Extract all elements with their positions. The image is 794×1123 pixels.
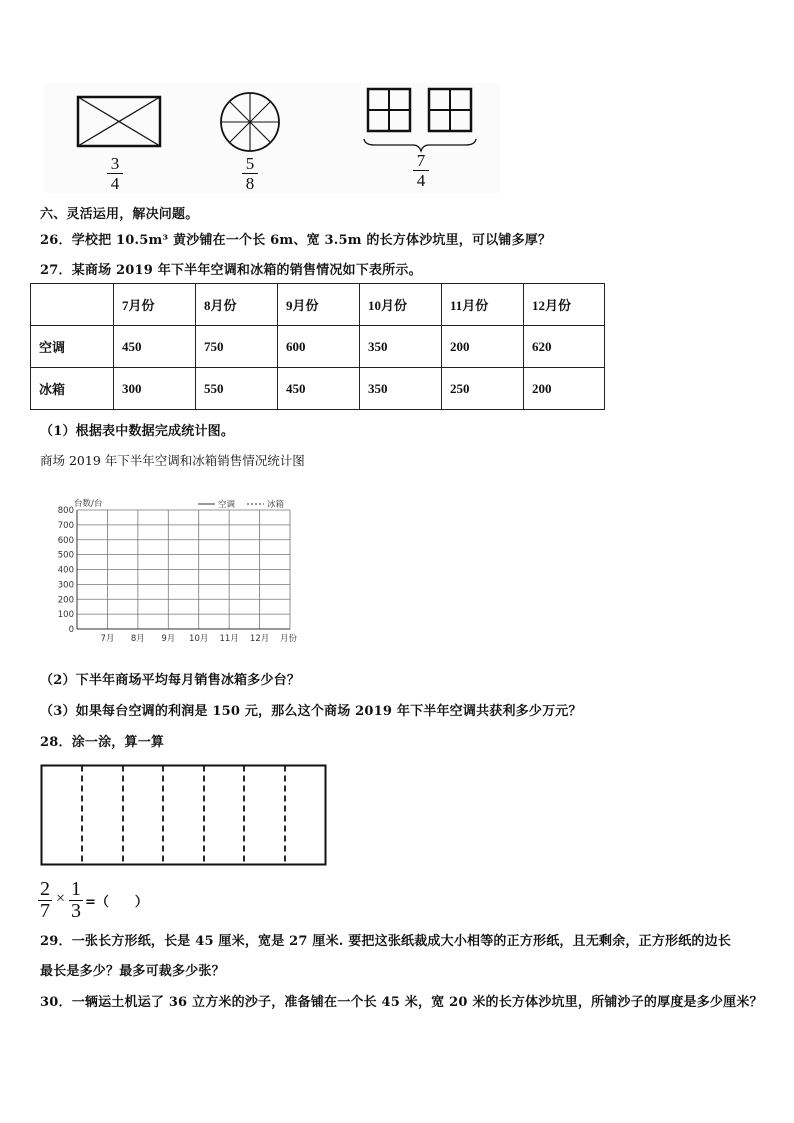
table-cell: 550 — [196, 368, 278, 410]
equation-fraction-1: 2 7 — [40, 878, 50, 922]
fraction-figures — [45, 83, 500, 193]
chart-y-tick-label: 600 — [57, 535, 74, 546]
question-30: 30．一辆运土机运了 36 立方米的沙子，准备铺在一个长 45 米，宽 20 米的长方体沙坑里，所铺沙子的厚度是多少厘米？ — [40, 995, 763, 1010]
paper-strip-figure — [40, 764, 330, 868]
table-row — [31, 368, 605, 410]
fraction-label-1: 3 4 — [107, 155, 123, 192]
chart-x-tick-label: 10月 — [189, 634, 209, 644]
chart-x-tick-label: 7月 — [100, 634, 115, 644]
sales-line-chart — [40, 492, 310, 647]
chart-y-tick-label: 200 — [57, 595, 74, 606]
fraction-equation — [38, 879, 158, 921]
fraction-label-2: 5 8 — [242, 155, 258, 192]
equation-answer-blank: =（ ） — [85, 895, 148, 910]
table-cell: 300 — [114, 368, 196, 410]
chart-y-tick-label: 800 — [57, 506, 74, 516]
legend-label-ac: 空调 — [218, 500, 236, 510]
squares-figure — [364, 89, 476, 151]
question-27-sub3: （3）如果每台空调的利润是 150 元，那么这个商场 2019 年下半年空调共获利多少万元？ — [40, 704, 582, 719]
multiply-sign: × — [56, 890, 66, 907]
chart-x-axis-label: 月份 — [280, 634, 298, 644]
question-28: 28．涂一涂，算一算 — [40, 735, 165, 750]
question-29-line2: 最长是多少？最多可裁多少张？ — [40, 964, 225, 979]
chart-y-tick-label: 0 — [68, 625, 74, 635]
circle-figure — [221, 93, 279, 151]
table-cell: 7月份 — [114, 284, 196, 326]
table-header-row — [31, 284, 605, 326]
question-27-sub2: （2）下半年商场平均每月销售冰箱多少台？ — [40, 673, 301, 688]
question-26: 26．学校把 10.5m³ 黄沙铺在一个长 6m、宽 3.5m 的长方体沙坑里，可以铺多厚？ — [40, 233, 552, 248]
table-cell: 12月份 — [524, 284, 605, 326]
table-cell — [31, 284, 114, 326]
sales-table — [30, 283, 605, 410]
table-cell: 450 — [114, 326, 196, 368]
table-cell: 10月份 — [360, 284, 442, 326]
chart-y-tick-label: 100 — [57, 610, 74, 621]
chart-x-tick-label: 9月 — [161, 634, 176, 644]
table-cell: 冰箱 — [31, 368, 114, 410]
table-cell: 8月份 — [196, 284, 278, 326]
chart-x-tick-label: 8月 — [130, 634, 145, 644]
chart-x-tick-label: 12月 — [249, 634, 270, 644]
table-cell: 350 — [360, 368, 442, 410]
table-row — [31, 326, 605, 368]
table-cell: 600 — [278, 326, 360, 368]
table-cell: 750 — [196, 326, 278, 368]
chart-y-tick-label: 400 — [57, 565, 74, 576]
chart-y-tick-label: 700 — [57, 520, 74, 531]
question-29-line1: 29．一张长方形纸，长是 45 厘米，宽是 27 厘米. 要把这张纸裁成大小相等的正方形纸，且无剩余，正方形纸的边长 — [40, 934, 732, 949]
table-cell: 250 — [442, 368, 524, 410]
chart-y-tick-label: 500 — [57, 550, 74, 561]
section-6-title: 六、灵活运用，解决问题。 — [40, 207, 199, 222]
table-cell: 350 — [360, 326, 442, 368]
table-cell: 空调 — [31, 326, 114, 368]
chart-legend — [198, 499, 285, 510]
chart-y-tick-label: 300 — [57, 580, 74, 591]
table-cell: 620 — [524, 326, 605, 368]
table-cell: 200 — [524, 368, 605, 410]
chart-title: 商场 2019 年下半年空调和冰箱销售情况统计图 — [40, 453, 305, 468]
equation-fraction-2: 1 3 — [71, 878, 81, 922]
chart-y-axis-label: 台数/台 — [74, 499, 103, 509]
legend-label-fridge: 冰箱 — [267, 500, 285, 510]
table-cell: 11月份 — [442, 284, 524, 326]
table-cell: 200 — [442, 326, 524, 368]
question-27-sub1: （1）根据表中数据完成统计图。 — [40, 424, 235, 439]
chart-x-tick-label: 11月 — [219, 634, 239, 644]
fraction-label-3: 7 4 — [413, 152, 429, 189]
table-cell: 450 — [278, 368, 360, 410]
rectangle-figure — [78, 97, 160, 146]
chart-grid — [58, 506, 290, 644]
table-cell: 9月份 — [278, 284, 360, 326]
question-27: 27．某商场 2019 年下半年空调和冰箱的销售情况如下表所示。 — [40, 263, 422, 278]
